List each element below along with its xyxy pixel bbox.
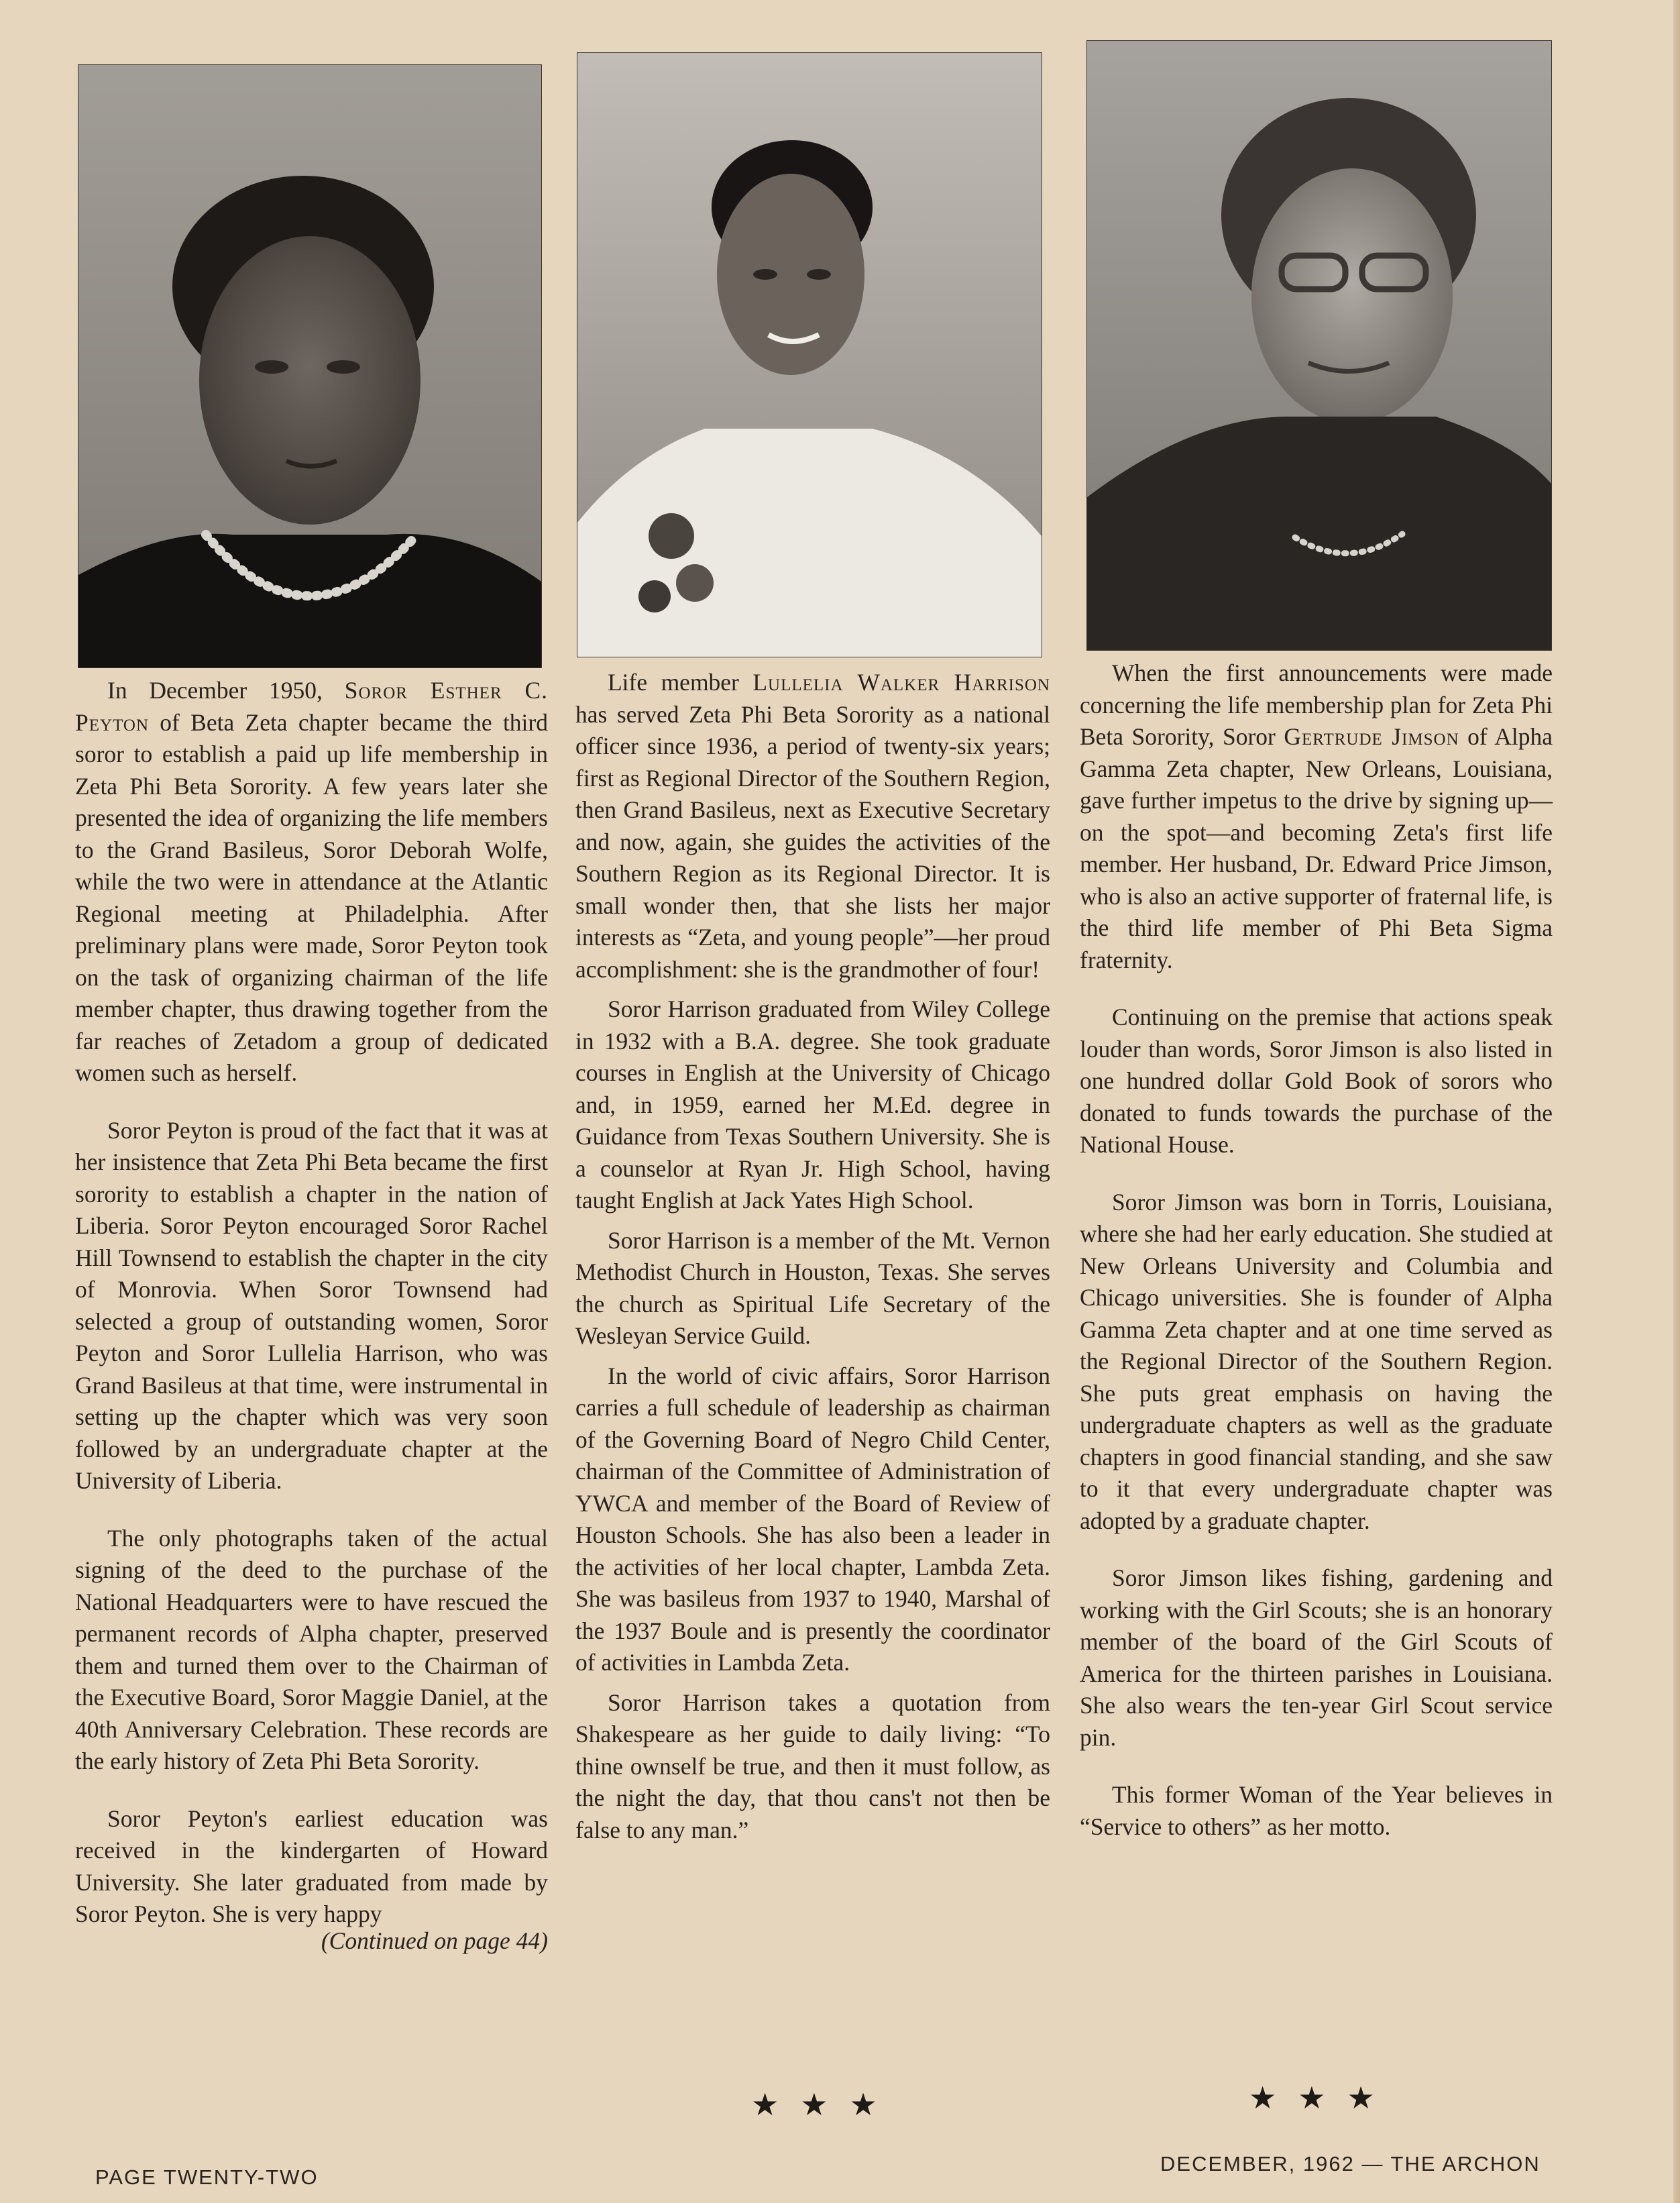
column-peyton — [75, 675, 548, 1957]
person-name: Lullelia Walker Harrison — [752, 669, 1050, 696]
photo-gertrude-jimson — [1086, 40, 1552, 651]
paragraph: In December 1950, Soror Esther C. Peyton of Beta Zeta chapter became the third soror to establish a paid up life membership in Zeta Phi Beta Sorority. A few years later she presented the idea of organizing the life members to the Grand Basileus, Soror Deborah Wolfe, while the two were in attendance at the Atlantic Regional meeting at Philadelphia. After preliminary plans were made, Soror Peyton took on the task of organizing chairman of the life member chapter, thus drawing together from the far reaches of Zetadom a group of dedicated women such as herself. — [75, 677, 548, 1086]
photo-lullelia-harrison — [577, 52, 1042, 657]
paragraph: Continuing on the premise that actions speak louder than words, Soror Jimson is also listed in one hundred dollar Gold Book of sorors who donated to funds towards the purchase of the National House. — [1080, 1004, 1553, 1158]
paragraph: This former Woman of the Year believes in “Service to others” as her motto. — [1080, 1781, 1553, 1840]
column-jimson — [1080, 657, 1553, 1851]
issue-line: DECEMBER, 1962 — THE ARCHON — [1160, 2152, 1541, 2175]
paragraph: Soror Peyton's earliest education was received in the kindergarten of Howard University. She later graduated from made by Soror Peyton. She is very happy — [75, 1805, 548, 1927]
paragraph: The only photographs taken of the actual signing of the deed to the purchase of the National Headquarters were to have rescued the permanent records of Alpha chapter, preserved them and turned them over to the Chairman of the Executive Board, Soror Maggie Daniel, at the 40th Anniversary Celebration. These records are the early history of Zeta Phi Beta Sorority. — [75, 1524, 548, 1774]
person-name: Soror Esther C. Peyton — [75, 677, 548, 736]
person-name: Gertrude Jimson — [1284, 723, 1459, 750]
paragraph: Life member Lullelia Walker Harrison has served Zeta Phi Beta Sorority as a national officer since 1936, a period of twenty-six years; first as Regional Director of the Southern Region, then Grand Basileus, next as Executive Secretary and now, again, she guides the activities of the Southern Region as its Regional Director. It is small wonder then, that she lists her major interests as “Zeta, and young people”—her proud accomplishment: she is the grandmother of four! — [575, 669, 1050, 983]
paragraph: Soror Peyton is proud of the fact that it was at her insistence that Zeta Phi Beta became the first sorority to establish a chapter in the nation of Liberia. Soror Peyton encouraged Soror Rachel Hill Townsend to establish the chapter in the city of Monrovia. When Soror Townsend had selected a group of outstanding women, Soror Peyton and Soror Lullelia Harrison, who was Grand Basileus at that time, were instrumental in setting up the chapter which was very soon followed by an undergraduate chapter at the University of Liberia. — [75, 1116, 548, 1494]
paragraph: In the world of civic affairs, Soror Harrison carries a full schedule of leadership as chairman of the Governing Board of Negro Child Center, chairman of the Committee of Administration of YWCA and member of the Board of Review of Houston Schools. She has also been a leader in the activities of her local chapter, Lambda Zeta. She was basileus from 1937 to 1940, Marshal of the 1937 Boule and is presently the coordinator of activities in Lambda Zeta. — [575, 1362, 1050, 1676]
continued-note: (Continued on page 44) — [321, 1927, 548, 1954]
paragraph: When the first announcements were made concerning the life membership plan for Zeta Phi Beta Sorority, Soror Gertrude Jimson of Alpha Gamma Zeta chapter, New Orleans, Louisiana, gave further impetus to the drive by signing up—on the spot—and becoming Zeta's first life member. Her husband, Dr. Edward Price Jimson, who is also an active supporter of fraternal life, is the third life member of Phi Beta Sigma fraternity. — [1080, 659, 1553, 973]
stars-divider: ★★★ — [751, 2086, 899, 2123]
paragraph: Soror Harrison is a member of the Mt. Vernon Methodist Church in Houston, Texas. She serves the church as Spiritual Life Secretary of the Wesleyan Service Guild. — [575, 1226, 1050, 1349]
paragraph: Soror Jimson was born in Torris, Louisiana, where she had her early education. She studied at New Orleans University and Columbia and Chicago universities. She is founder of Alpha Gamma Zeta chapter and at one time served as the Regional Director of the Southern Region. She puts great emphasis on having the undergraduate chapters as well as the graduate chapters in good financial standing, and she saw to it that every undergraduate chapter was adopted by a graduate chapter. — [1080, 1188, 1553, 1534]
page-edge — [1673, 0, 1680, 2203]
paragraph: Soror Harrison graduated from Wiley College in 1932 with a B.A. degree. She took graduate courses in English at the University of Chicago and, in 1959, earned her M.Ed. degree in Guidance from Texas Southern University. She is a counselor at Ryan Jr. High School, having taught English at Jack Yates High School. — [575, 996, 1050, 1214]
column-harrison — [575, 667, 1050, 1854]
paragraph: Soror Jimson likes fishing, gardening and working with the Girl Scouts; she is an honorary member of the board of the Girl Scouts of America for the thirteen parishes in Louisiana. She also wears the ten-year Girl Scout service pin. — [1080, 1564, 1553, 1751]
page-number: PAGE TWENTY-TWO — [95, 2165, 319, 2189]
paragraph: Soror Harrison takes a quotation from Shakespeare as her guide to daily living: “To thine ownself be true, and then it must follow, as the night the day, that thou cans't not then be false to any man.” — [575, 1688, 1050, 1843]
photo-esther-peyton — [78, 64, 542, 668]
stars-divider: ★★★ — [1249, 2080, 1396, 2116]
